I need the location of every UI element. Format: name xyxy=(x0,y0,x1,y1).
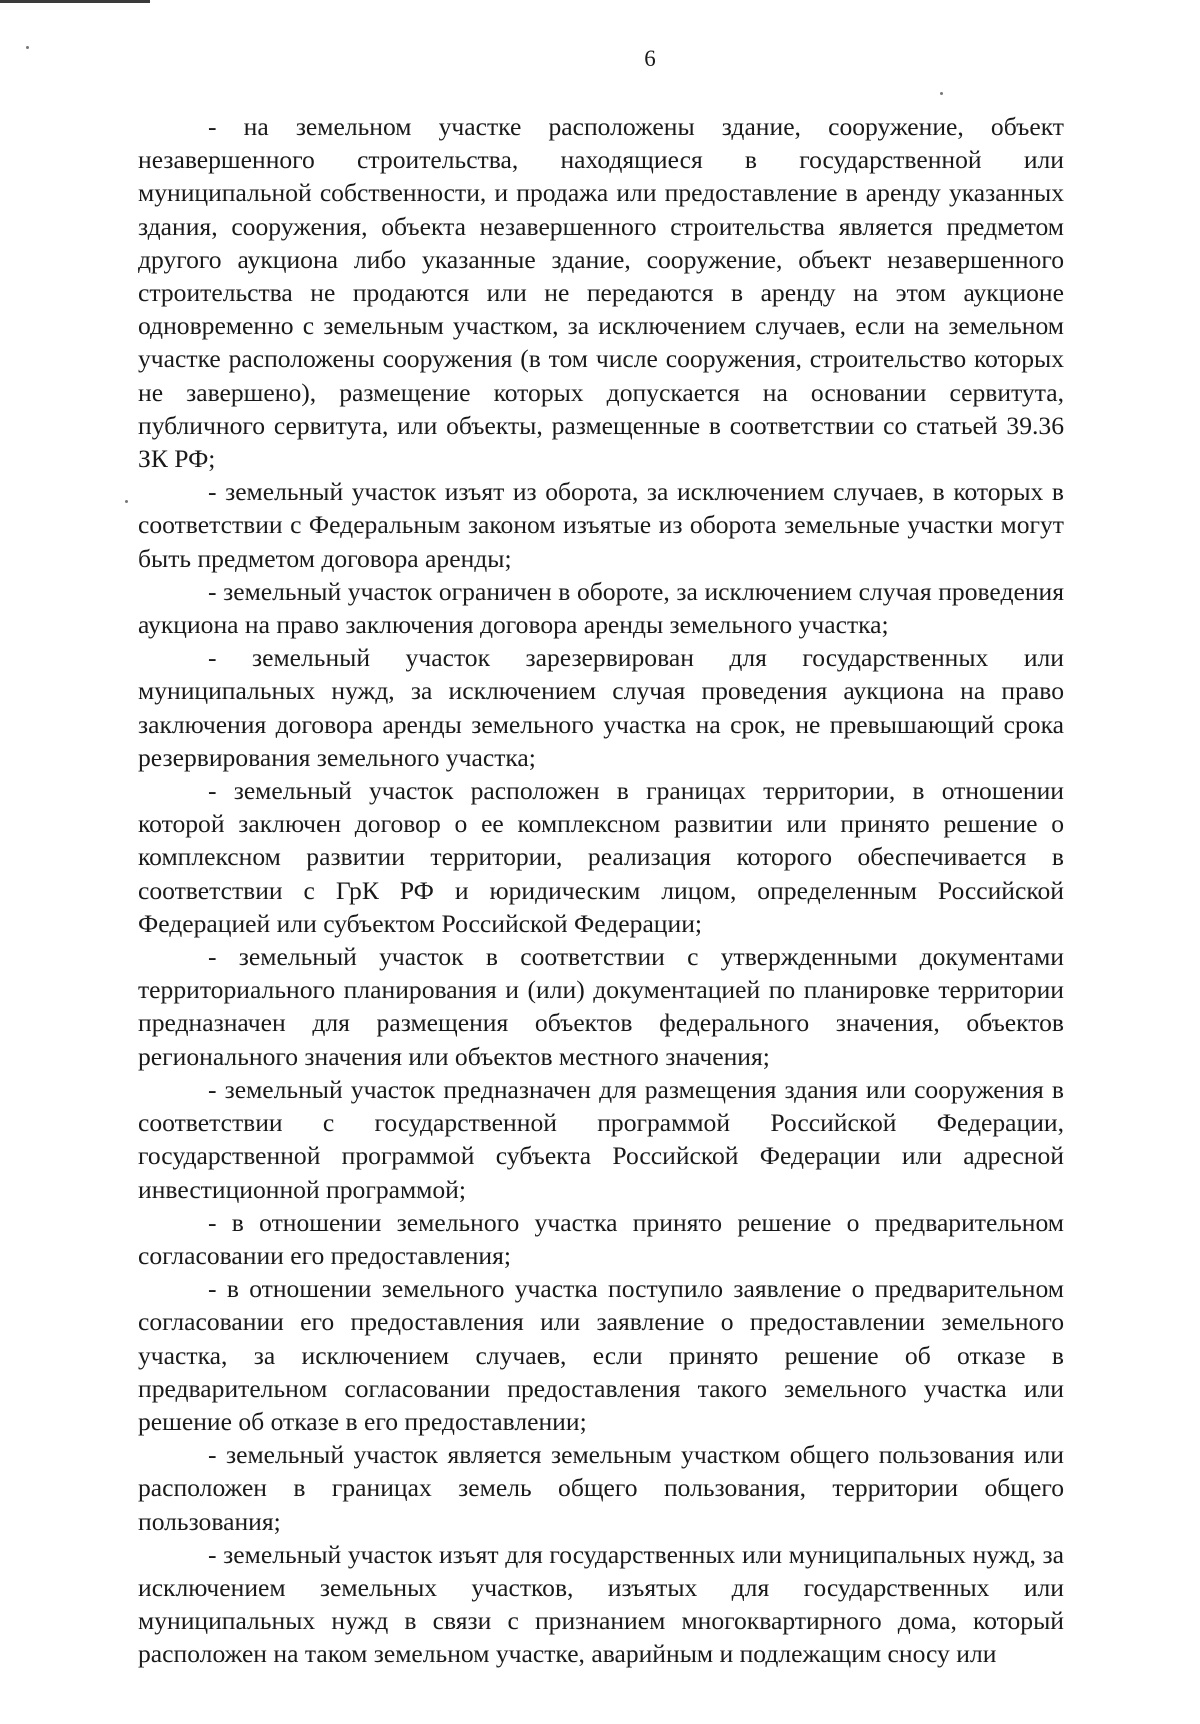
scan-edge-mark xyxy=(0,0,150,3)
page-number: 6 xyxy=(644,46,656,71)
document-body xyxy=(138,110,1064,1671)
paragraph-complex-development: - земельный участок расположен в границах территории, в отношении которой заключен договор о ее комплексном развитии или принято решение о комплексном развитии территории, реализация которого обеспечивается в соответствии с ГрК РФ и юридическим лицом, определенным Российской Федерацией или субъектом Российской Федерации; xyxy=(138,776,1064,938)
paragraph-reserved-plot: - земельный участок зарезервирован для государственных или муниципальных нужд, за исключением случая проведения аукциона на право заключения договора аренды земельного участка на срок, не превышающий срока резервирования земельного участка; xyxy=(138,643,1064,772)
paragraph-state-program: - земельный участок предназначен для размещения здания или сооружения в соответствии с государственной программой Российской Федерации, государственной программой субъекта Российской Федерации или адресной инвестиционной программой; xyxy=(138,1074,1064,1204)
paragraph-withdrawn-from-circulation: - земельный участок изъят из оборота, за исключением случаев, в которых в соответствии с Федеральным законом изъятые из оборота земельные участки могут быть предметом договора аренды; xyxy=(138,477,1064,573)
paragraph-limited-circulation: - земельный участок ограничен в обороте, за исключением случая проведения аукциона на право заключения договора аренды земельного участка; xyxy=(138,576,1064,640)
paragraph-territorial-planning: - земельный участок в соответствии с утвержденными документами территориального планирования и (или) документацией по планировке территории предназначен для размещения объектов федерального значения, объектов регионального значения или объектов местного значения; xyxy=(138,942,1064,1071)
paragraph-seized-for-needs: - земельный участок изъят для государственных или муниципальных нужд, за исключением земельных участков, изъятых для государственных или муниципальных нужд в связи с признанием многоквартирного дома, который расположен на таком земельном участке, аварийным и подлежащим сносу или xyxy=(138,1539,1064,1669)
paragraph-preliminary-approval: - в отношении земельного участка принято решение о предварительном согласовании его предоставления; xyxy=(138,1207,1064,1270)
paragraph-application-received: - в отношении земельного участка поступило заявление о предварительном согласовании его предоставления или заявление о предоставлении земельного участка, за исключением случаев, если принято решение об отказе в предварительном согласовании предоставления такого земельного участка или решение об отказе в его предоставлении; xyxy=(138,1274,1064,1436)
scan-speck xyxy=(125,500,128,503)
paragraph-building-on-plot: - на земельном участке расположены здание, сооружение, объект незавершенного строительства, находящиеся в государственной или муниципальной собственности, и продажа или предоставление в аренду указанных здания, сооружения, объекта незавершенного строительства является предметом другого аукциона либо указанные здание, сооружение, объект незавершенного строительства не продаются или не передаются в аренду на этом аукционе одновременно с земельным участком, за исключением случаев, если на земельном участке расположены сооружения (в том числе сооружения, строительство которых не завершено), размещение которых допускается на основании сервитута, публичного сервитута, или объекты, размещенные в соответствии со статьей 39.36 ЗК РФ; xyxy=(138,112,1064,474)
scan-speck xyxy=(940,92,943,95)
paragraph-public-use: - земельный участок является земельным участком общего пользования или расположен в границах земель общего пользования, территории общего пользования; xyxy=(138,1440,1064,1536)
